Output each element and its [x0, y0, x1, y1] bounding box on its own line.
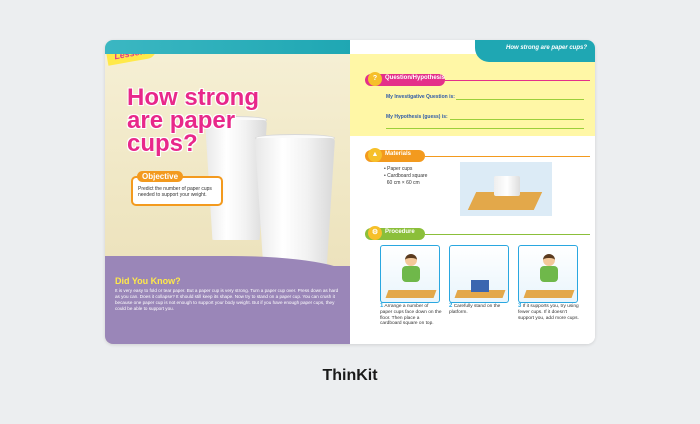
child-illustration [405, 254, 417, 266]
page-title: How strong are paper cups? [127, 84, 259, 157]
divider [425, 156, 590, 157]
child-illustration [540, 266, 558, 282]
procedure-step: 2 Carefully stand on the platform. [449, 303, 501, 315]
materials-item: • Cardboard square [384, 173, 428, 179]
question-section-header [365, 74, 445, 86]
question-answer-line [456, 99, 584, 100]
left-page [105, 40, 350, 344]
materials-item: 60 cm × 60 cm [386, 180, 420, 186]
hypothesis-label: My Hypothesis (guess) is: [386, 114, 448, 120]
cups-illustration [494, 176, 520, 196]
question-section-label: Question/Hypothesis [385, 75, 446, 81]
procedure-step: 3 If it supports you, try using fewer cups. If it doesn't support you, add more cups. [518, 303, 579, 321]
running-head: How strong are paper cups? [505, 45, 587, 51]
objective-text: Predict the number of paper cups needed to support your weight. [138, 186, 212, 198]
right-page [350, 40, 595, 344]
child-illustration [471, 280, 489, 292]
objective-label: Objective [137, 171, 183, 182]
procedure-step: 1 Arrange a number of paper cups face down on the floor. Then place a cardboard square on top. [380, 303, 442, 327]
procedure-section-header [365, 228, 425, 240]
procedure-illustration-3 [518, 245, 578, 303]
materials-section-label: Materials [385, 151, 412, 157]
procedure-illustration-2 [449, 245, 509, 303]
materials-item: • Paper cups [384, 166, 413, 172]
question-icon: ? [368, 72, 382, 86]
hypothesis-answer-line [386, 128, 584, 129]
card-caption: ThinKit [322, 367, 378, 384]
flask-icon: ▲ [368, 148, 382, 162]
top-band [105, 40, 350, 54]
materials-image [460, 162, 552, 216]
child-illustration [402, 266, 420, 282]
did-you-know-title: Did You Know? [115, 276, 181, 286]
cardboard-illustration [386, 290, 437, 298]
procedure-section-label: Procedure [385, 229, 415, 235]
running-head-tab [475, 40, 595, 62]
divider [445, 80, 590, 81]
question-label: My Investigative Question is: [386, 94, 455, 100]
gear-icon: ⚙ [368, 226, 382, 240]
materials-list [384, 166, 427, 187]
child-illustration [543, 254, 555, 266]
book-spread-card[interactable] [105, 40, 595, 344]
divider [425, 234, 590, 235]
procedure-illustration-1 [380, 245, 440, 303]
objective-box [131, 172, 223, 206]
materials-section-header [365, 150, 425, 162]
cardboard-illustration [524, 290, 575, 298]
did-you-know-text: It is very easy to fold or tear paper. But a paper cup is very strong. Turn a paper cup over. Press down as hard as you can. Does it collapse? It should still keep its shape. Now try to stand on a paper cup. You can crush it because one paper cup is not enough to support your body weight. But if you have enough paper cups, they could be able to support you. [115, 288, 339, 311]
hypothesis-answer-line [450, 119, 584, 120]
